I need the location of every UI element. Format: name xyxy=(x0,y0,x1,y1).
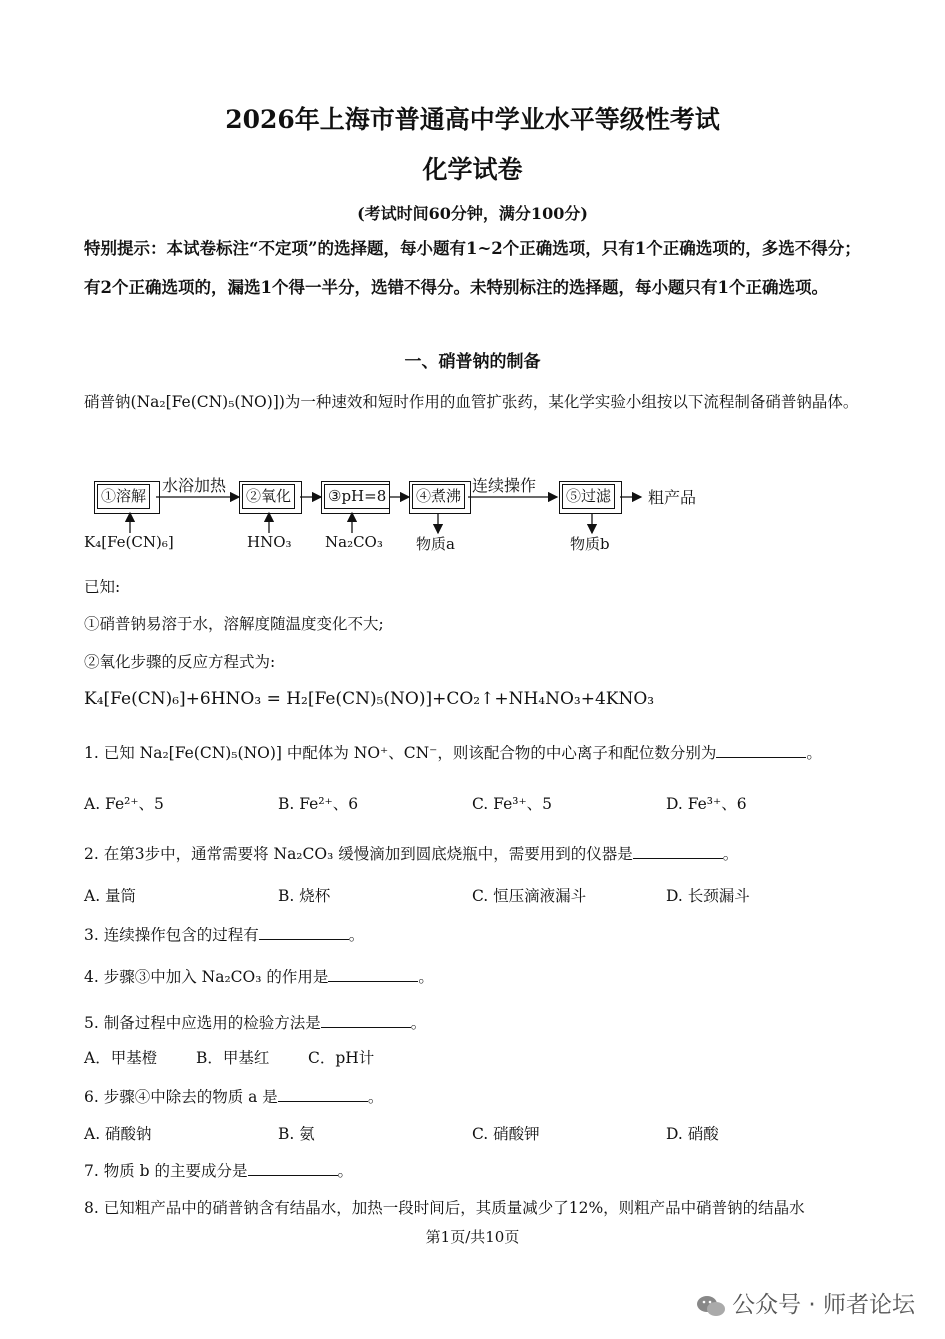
watermark-text: 公众号 · 师者论坛 xyxy=(732,1292,915,1318)
known-item-2: ②氧化步骤的反应方程式为: xyxy=(84,653,276,671)
q1-option-a[interactable]: A. Fe²⁺、5 xyxy=(84,795,164,813)
reagent-hno3: HNO₃ xyxy=(247,533,292,551)
section-title: 一、硝普钠的制备 xyxy=(404,352,541,372)
special-notice: 特别提示：本试卷标注“不定项”的选择题，每小题有1~2个正确选项，只有1个正确选项的，多选不得分；有2个正确选项的，漏选1个得一半分，选错不得分。未特别标注的选择题，每小题只有1个正确选项。 xyxy=(84,239,861,297)
question-5-end: 。 xyxy=(410,1014,427,1032)
q2-option-d[interactable]: D. 长颈漏斗 xyxy=(666,887,750,905)
q5-option-a[interactable]: A．甲基橙 xyxy=(84,1049,158,1067)
question-4 xyxy=(84,965,434,987)
question-1-text: 1. 已知 Na₂[Fe(CN)₅(NO)] 中配体为 NO⁺、CN⁻，则该配合物的中心离子和配位数分别为 xyxy=(84,744,717,762)
flow-step-4: ④煮沸 xyxy=(412,484,465,509)
reaction-equation: K₄[Fe(CN)₆]+6HNO₃ = H₂[Fe(CN)₅(NO)]+CO₂↑+NH₄NO₃+4KNO₃ xyxy=(84,689,655,709)
question-3-end: 。 xyxy=(348,926,365,944)
intro-paragraph xyxy=(84,381,874,423)
question-6-end: 。 xyxy=(367,1088,384,1106)
question-7-blank[interactable] xyxy=(248,1161,338,1176)
q1-option-d[interactable]: D. Fe³⁺、6 xyxy=(666,795,747,813)
q1-option-b[interactable]: B. Fe²⁺、6 xyxy=(278,795,359,813)
question-6-blank[interactable] xyxy=(278,1087,368,1102)
question-7 xyxy=(84,1159,353,1181)
q5-option-c[interactable]: C．pH计 xyxy=(308,1049,375,1067)
known-label: 已知: xyxy=(84,578,121,596)
question-7-end: 。 xyxy=(337,1162,354,1180)
q1-option-c[interactable]: C. Fe³⁺、5 xyxy=(472,795,552,813)
flow-step-2: ②氧化 xyxy=(242,484,295,509)
intro-suffix: )为一种速效和短时作用的血管扩张药，某化学实验小组按以下流程制备硝普钠晶体。 xyxy=(278,393,859,411)
reagent-k4fecn6: K₄[Fe(CN)₆] xyxy=(84,533,174,551)
substance-a: 物质a xyxy=(416,535,455,553)
watermark xyxy=(696,1286,915,1319)
question-1-blank[interactable] xyxy=(716,743,806,758)
question-8 xyxy=(84,1196,805,1218)
q2-option-b[interactable]: B. 烧杯 xyxy=(278,887,331,905)
q2-option-c[interactable]: C. 恒压滴液漏斗 xyxy=(472,887,587,905)
question-3 xyxy=(84,923,364,945)
question-7-text: 7. 物质 b 的主要成分是 xyxy=(84,1162,248,1180)
question-4-blank[interactable] xyxy=(328,967,418,982)
question-2-text: 2. 在第3步中，通常需要将 Na₂CO₃ 缓慢滴加到圆底烧瓶中，需要用到的仪器是 xyxy=(84,845,633,863)
question-6 xyxy=(84,1085,383,1107)
q6-option-d[interactable]: D. 硝酸 xyxy=(666,1125,719,1143)
flow-step-1: ①溶解 xyxy=(97,484,150,509)
page-number: 第1页/共10页 xyxy=(425,1228,520,1246)
question-3-blank[interactable] xyxy=(259,925,349,940)
wechat-icon xyxy=(696,1295,726,1317)
question-2-end: 。 xyxy=(722,845,739,863)
question-4-end: 。 xyxy=(418,968,434,986)
question-4-text: 4. 步骤③中加入 Na₂CO₃ 的作用是 xyxy=(84,968,329,986)
exam-subtitle: 化学试卷 xyxy=(422,155,523,184)
flow-product-label: 粗产品 xyxy=(648,488,697,507)
reagent-na2co3: Na₂CO₃ xyxy=(325,533,383,551)
question-1 xyxy=(84,741,822,763)
q6-option-b[interactable]: B. 氨 xyxy=(278,1125,315,1143)
q5-option-b[interactable]: B．甲基红 xyxy=(196,1049,270,1067)
flow-diagram xyxy=(84,475,884,565)
question-2 xyxy=(84,842,738,864)
substance-b: 物质b xyxy=(570,535,610,553)
q6-option-c[interactable]: C. 硝酸钾 xyxy=(472,1125,540,1143)
question-8-text: 8. 已知粗产品中的硝普钠含有结晶水，加热一段时间后，其质量减少了12%，则粗产品中硝普钠的结晶水 xyxy=(84,1199,805,1217)
intro-prefix: 硝普钠( xyxy=(84,393,137,411)
q6-option-a[interactable]: A. 硝酸钠 xyxy=(84,1125,152,1143)
flow-label-heating: 水浴加热 xyxy=(162,476,227,495)
flow-label-continuous: 连续操作 xyxy=(472,476,537,495)
intro-formula: Na₂[Fe(CN)₅(NO)] xyxy=(136,393,279,411)
question-5-blank[interactable] xyxy=(321,1013,411,1028)
question-3-text: 3. 连续操作包含的过程有 xyxy=(84,926,259,944)
flow-product xyxy=(620,485,696,508)
flow-step-5: ⑤过滤 xyxy=(562,484,615,509)
question-6-text: 6. 步骤④中除去的物质 a 是 xyxy=(84,1088,278,1106)
question-5 xyxy=(84,1011,426,1033)
exam-title: 2026年上海市普通高中学业水平等级性考试 xyxy=(225,105,720,134)
q2-option-a[interactable]: A. 量筒 xyxy=(84,887,137,905)
flow-step-3: ③pH=8 xyxy=(324,484,390,509)
question-2-blank[interactable] xyxy=(633,844,723,859)
known-item-1: ①硝普钠易溶于水，溶解度随温度变化不大; xyxy=(84,615,384,633)
exam-time-note: (考试时间60分钟，满分100分) xyxy=(357,204,588,223)
question-5-text: 5. 制备过程中应选用的检验方法是 xyxy=(84,1014,321,1032)
question-1-end: 。 xyxy=(806,744,822,762)
